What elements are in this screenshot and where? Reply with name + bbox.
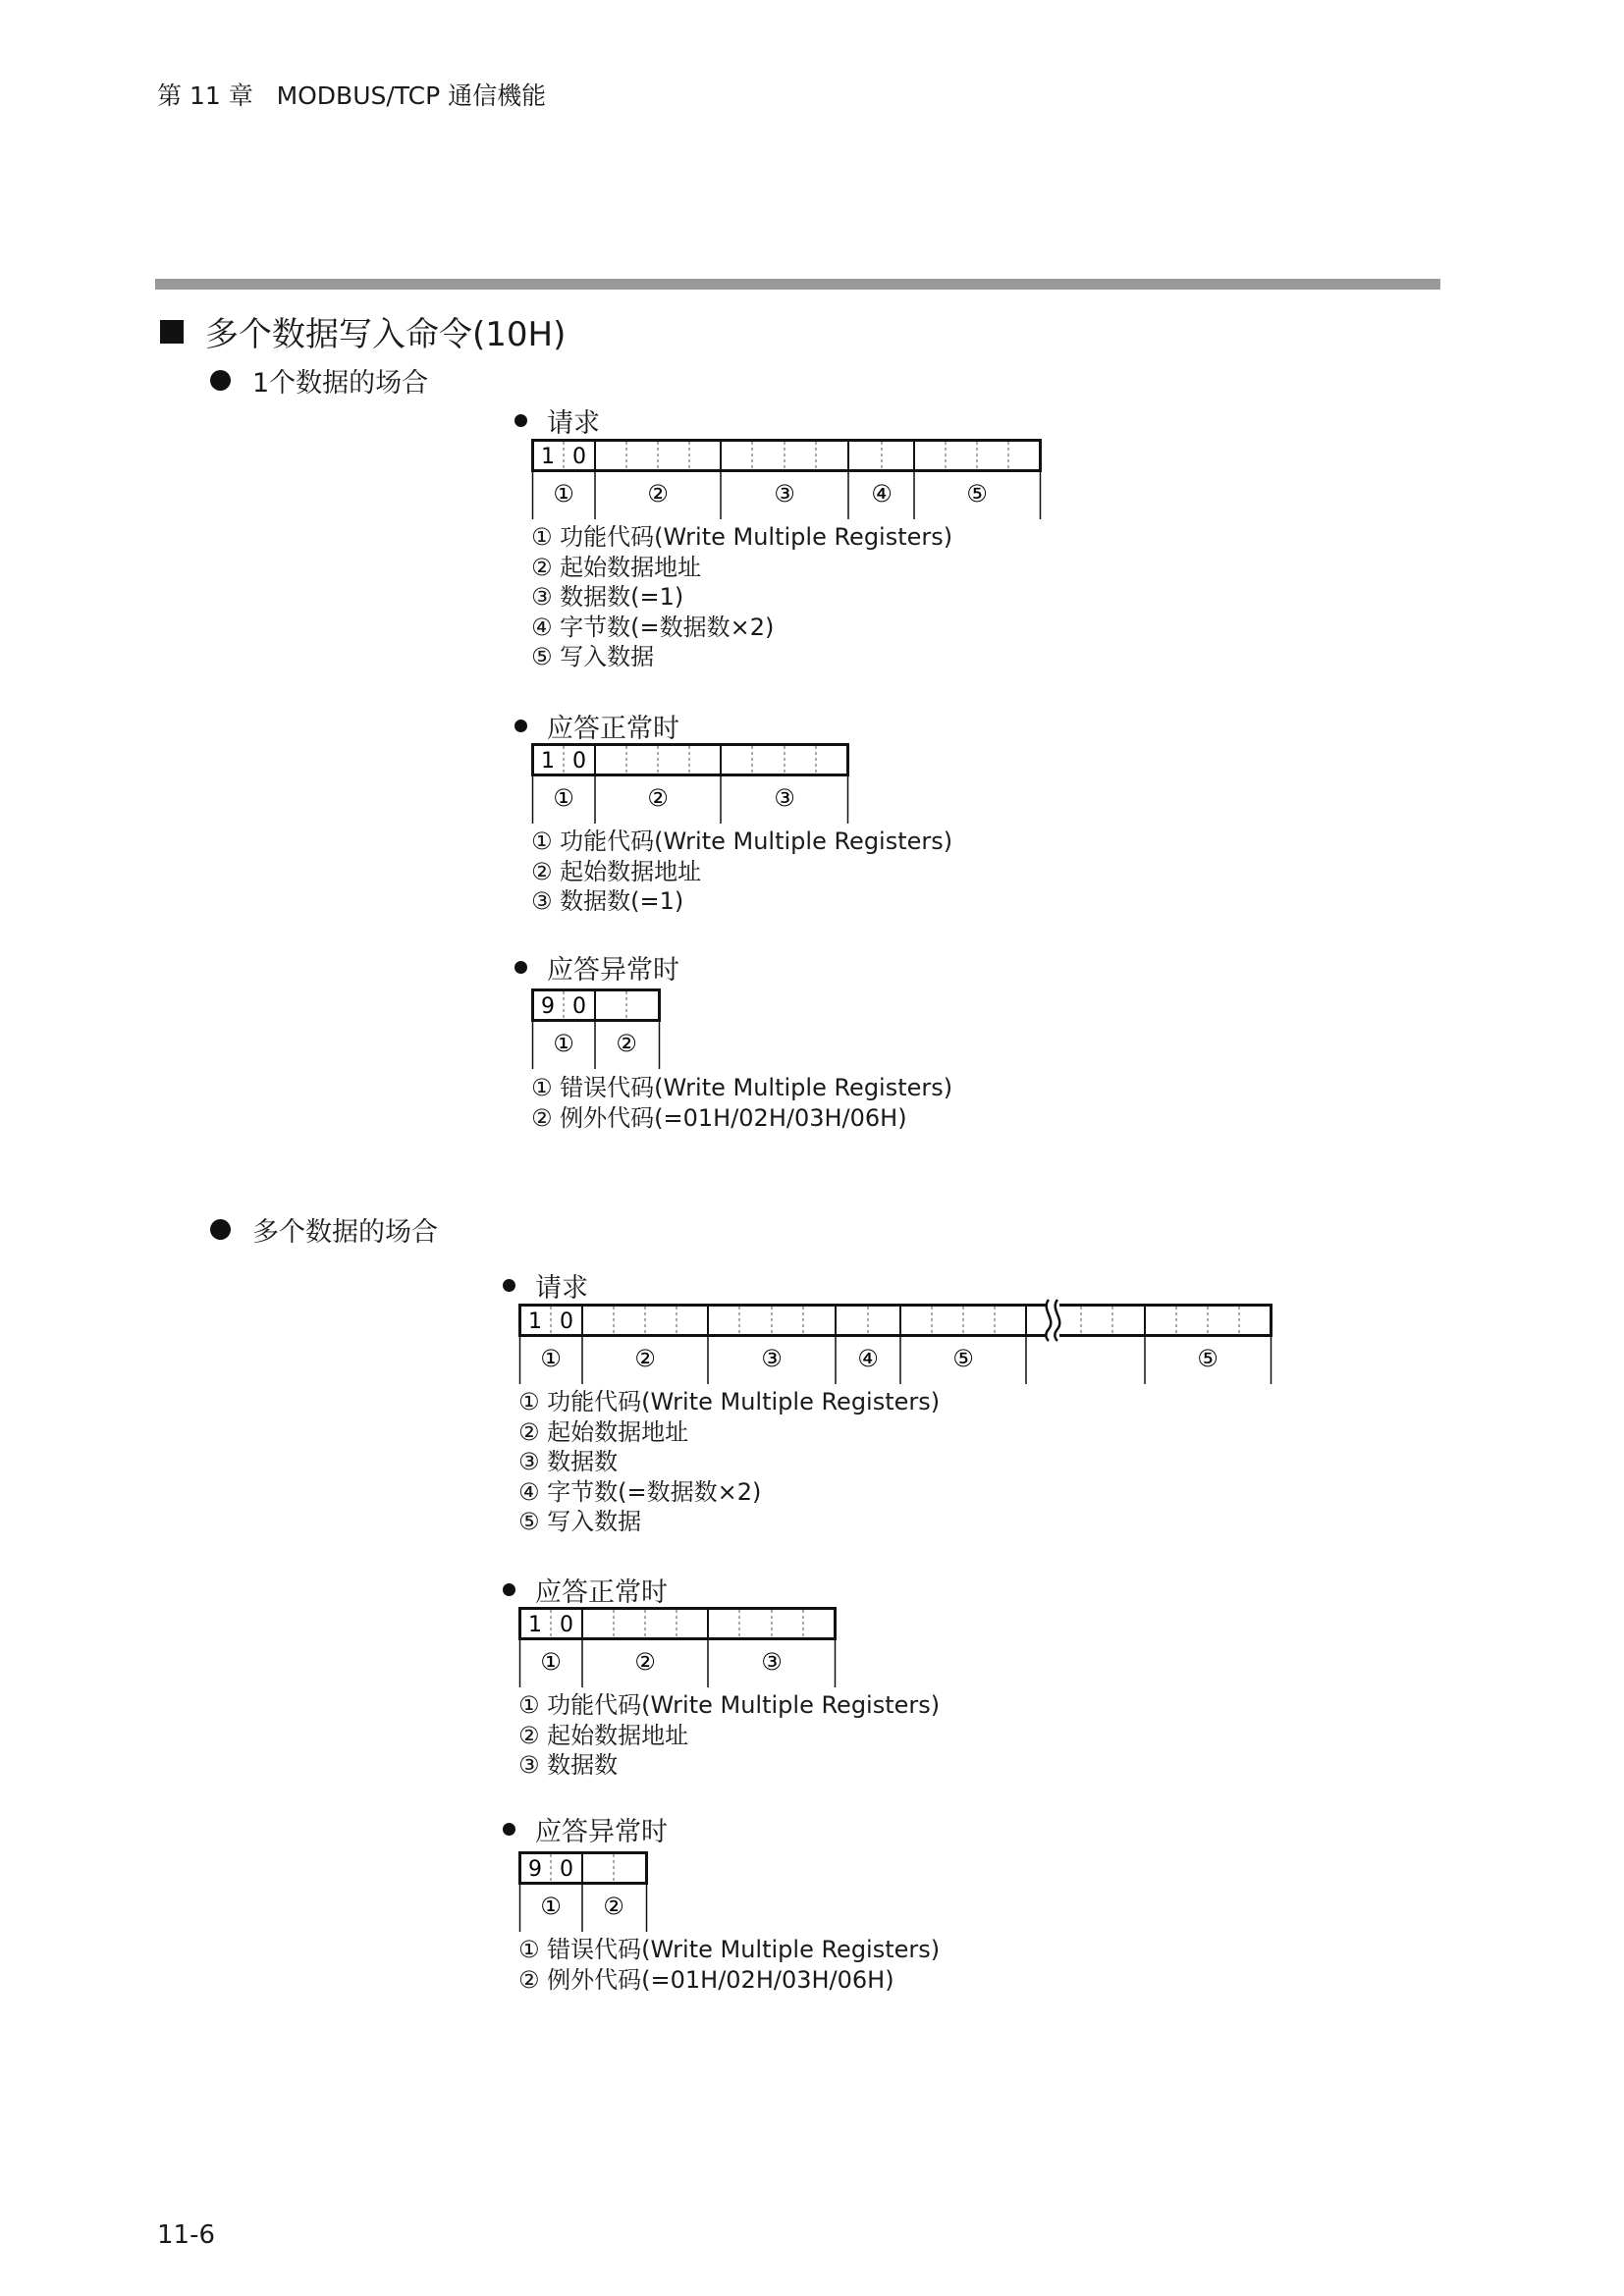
field-label: ⑤ bbox=[952, 1345, 974, 1372]
description-line: ② 起始数据地址 bbox=[518, 1721, 689, 1749]
description-line: ③ 数据数 bbox=[518, 1448, 619, 1475]
field-label: ① bbox=[540, 1893, 562, 1920]
section-title: 多个数据写入命令(10H) bbox=[205, 315, 567, 354]
error-code-digit: 9 bbox=[541, 994, 555, 1019]
field-label: ① bbox=[553, 784, 574, 812]
field-label: ② bbox=[634, 1345, 656, 1372]
page-header bbox=[157, 77, 546, 112]
description-line: ② 起始数据地址 bbox=[531, 553, 702, 581]
bullet-icon bbox=[514, 961, 527, 974]
multi-normal-description bbox=[518, 1690, 940, 1781]
description-line: ① 功能代码(Write Multiple Registers) bbox=[518, 1691, 941, 1719]
multi-normal-frame bbox=[518, 1607, 838, 1690]
multi-normal-heading bbox=[503, 1571, 668, 1609]
description-line: ④ 字节数(=数据数×2) bbox=[518, 1477, 762, 1506]
field-label: ⑤ bbox=[1197, 1345, 1218, 1372]
block-title: 请求 bbox=[547, 408, 600, 439]
description-line: ② 例外代码(=01H/02H/03H/06H) bbox=[518, 1965, 894, 1994]
field-label: ④ bbox=[857, 1345, 879, 1372]
block-title: 请求 bbox=[535, 1273, 588, 1304]
function-code-digit: 1 bbox=[541, 749, 555, 774]
block-title: 应答正常时 bbox=[547, 714, 679, 744]
block-title: 应答异常时 bbox=[535, 1817, 668, 1847]
description-line: ① 功能代码(Write Multiple Registers) bbox=[531, 523, 953, 551]
chapter-title: MODBUS/TCP 通信機能 bbox=[276, 81, 547, 110]
field-label: ② bbox=[603, 1893, 624, 1920]
description-line: ② 起始数据地址 bbox=[518, 1417, 689, 1446]
field-label: ② bbox=[647, 784, 669, 812]
field-label: ③ bbox=[761, 1345, 783, 1372]
field-label: ② bbox=[616, 1030, 637, 1057]
description-line: ④ 字节数(=数据数×2) bbox=[531, 613, 775, 641]
single-normal-heading bbox=[514, 707, 679, 745]
break-mark-icon bbox=[1046, 1300, 1059, 1341]
multi-error-heading bbox=[503, 1810, 668, 1848]
bullet-icon bbox=[210, 370, 231, 391]
function-code-digit: 0 bbox=[560, 1309, 573, 1334]
field-label: ③ bbox=[774, 480, 795, 507]
bullet-icon bbox=[503, 1279, 515, 1292]
function-code-digit: 1 bbox=[528, 1613, 542, 1637]
error-code-digit: 0 bbox=[560, 1857, 573, 1882]
bullet-icon bbox=[503, 1823, 515, 1836]
field-label: ② bbox=[647, 480, 669, 507]
subsection-title: 1个数据的场合 bbox=[252, 368, 429, 399]
description-line: ① 功能代码(Write Multiple Registers) bbox=[518, 1388, 941, 1415]
single-error-frame bbox=[531, 988, 662, 1072]
block-title: 应答异常时 bbox=[547, 955, 679, 986]
chapter-number: 第 11 章 bbox=[157, 81, 253, 110]
section-heading bbox=[160, 307, 566, 355]
error-code-digit: 0 bbox=[572, 994, 586, 1019]
description-line: ⑤ 写入数据 bbox=[531, 643, 655, 670]
description-line: ② 起始数据地址 bbox=[531, 857, 702, 885]
field-label: ② bbox=[634, 1648, 656, 1676]
field-label: ① bbox=[540, 1345, 562, 1372]
error-code-digit: 9 bbox=[528, 1857, 542, 1882]
single-normal-frame bbox=[531, 743, 850, 827]
field-label: ③ bbox=[774, 784, 795, 812]
description-line: ① 功能代码(Write Multiple Registers) bbox=[531, 828, 953, 855]
field-label: ① bbox=[553, 480, 574, 507]
description-line: ① 错误代码(Write Multiple Registers) bbox=[531, 1074, 953, 1101]
single-request-frame bbox=[531, 439, 1042, 522]
single-normal-description bbox=[531, 827, 952, 917]
multi-error-frame bbox=[518, 1851, 649, 1935]
function-code-digit: 0 bbox=[572, 445, 586, 469]
field-label: ④ bbox=[871, 480, 893, 507]
function-code-digit: 0 bbox=[560, 1613, 573, 1637]
field-label: ③ bbox=[761, 1648, 783, 1676]
field-label: ① bbox=[553, 1030, 574, 1057]
multi-request-description bbox=[518, 1387, 940, 1537]
multi-request-frame bbox=[518, 1304, 1274, 1387]
function-code-digit: 0 bbox=[572, 749, 586, 774]
page-number: 11-6 bbox=[157, 2220, 216, 2250]
field-label: ⑤ bbox=[966, 480, 988, 507]
bullet-icon bbox=[503, 1583, 515, 1596]
description-line: ③ 数据数(=1) bbox=[531, 887, 684, 915]
bullet-icon bbox=[514, 414, 527, 427]
field-label: ① bbox=[540, 1648, 562, 1676]
description-line: ③ 数据数(=1) bbox=[531, 583, 684, 611]
function-code-digit: 1 bbox=[541, 445, 555, 469]
description-line: ② 例外代码(=01H/02H/03H/06H) bbox=[531, 1103, 907, 1132]
section-divider bbox=[155, 279, 1440, 290]
subsection-multiple bbox=[210, 1210, 438, 1249]
description-line: ① 错误代码(Write Multiple Registers) bbox=[518, 1936, 941, 1963]
multi-error-description bbox=[518, 1935, 940, 1995]
square-bullet-icon bbox=[160, 320, 184, 344]
single-error-description bbox=[531, 1073, 952, 1133]
block-title: 应答正常时 bbox=[535, 1577, 668, 1608]
bullet-icon bbox=[210, 1219, 231, 1240]
single-error-heading bbox=[514, 948, 679, 987]
multi-request-heading bbox=[503, 1266, 588, 1305]
subsection-single bbox=[210, 361, 428, 400]
single-request-description bbox=[531, 522, 952, 672]
function-code-digit: 1 bbox=[528, 1309, 542, 1334]
description-line: ③ 数据数 bbox=[518, 1751, 619, 1779]
description-line: ⑤ 写入数据 bbox=[518, 1508, 642, 1535]
subsection-title: 多个数据的场合 bbox=[252, 1217, 438, 1248]
single-request-heading bbox=[514, 401, 600, 440]
bullet-icon bbox=[514, 720, 527, 732]
